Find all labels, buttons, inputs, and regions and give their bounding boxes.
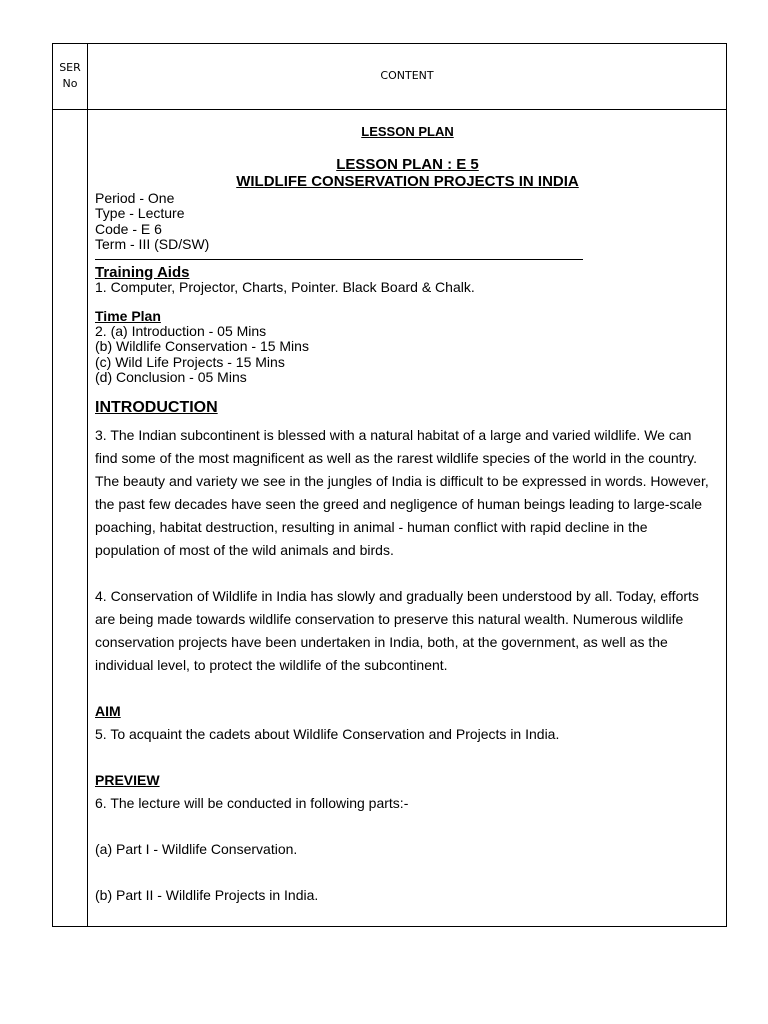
paragraph-line: 4. Conservation of Wildlife in India has slowly and gradually been understood by all. Today, efforts	[95, 587, 699, 604]
introduction-heading: INTRODUCTION	[95, 398, 218, 416]
paragraph-line: are being made towards wildlife conservation to preserve this natural wealth. Numerous wildlife	[95, 610, 684, 627]
ser-header-line2: No	[62, 77, 78, 90]
ser-no-header	[53, 60, 87, 92]
paragraph-line: population of most of the wild animals and birds.	[95, 541, 394, 558]
introduction-paragraph-2	[95, 585, 720, 677]
content-header: CONTENT	[380, 69, 434, 82]
spacer	[95, 815, 720, 838]
paragraph-line: individual level, to protect the wildlife of the subcontinent.	[95, 656, 448, 673]
spacer	[95, 861, 720, 884]
preview-intro: 6. The lecture will be conducted in following parts:-	[95, 794, 409, 811]
meta-period: Period - One	[95, 190, 175, 206]
time-plan-item: (c) Wild Life Projects - 15 Mins	[95, 353, 285, 370]
meta-type: Type - Lecture	[95, 205, 185, 222]
lesson-meta	[95, 191, 720, 253]
time-plan-list	[95, 324, 720, 386]
separator-line	[95, 259, 583, 260]
training-aids-text: 1. Computer, Projector, Charts, Pointer. Black Board & Chalk.	[95, 278, 475, 295]
document-title: LESSON PLAN : E 5	[336, 156, 479, 173]
meta-term: Term - III (SD/SW)	[95, 236, 210, 253]
lesson-plan-label: LESSON PLAN	[361, 124, 454, 139]
paragraph-line: 3. The Indian subcontinent is blessed with a natural habitat of a large and varied wildlife. We can	[95, 426, 692, 443]
document-subtitle: WILDLIFE CONSERVATION PROJECTS IN INDIA	[236, 173, 579, 190]
aim-heading: AIM	[95, 702, 121, 719]
paragraph-line: The beauty and variety we see in the jungles of India is difficult to be expressed in words. However,	[95, 472, 709, 489]
header-row-divider	[52, 109, 727, 110]
time-plan-item: 2. (a) Introduction - 05 Mins	[95, 323, 267, 340]
preview-part-1: (a) Part I - Wildlife Conservation.	[95, 840, 298, 857]
time-plan-item: (d) Conclusion - 05 Mins	[95, 369, 247, 386]
meta-code: Code - E 6	[95, 220, 162, 237]
time-plan-heading: Time Plan	[95, 308, 161, 325]
training-aids-heading: Training Aids	[95, 263, 190, 281]
paragraph-line: conservation projects have been undertaken in India, both, at the government, as well as the	[95, 633, 668, 650]
introduction-paragraph-1	[95, 424, 720, 562]
preview-part-2: (b) Part II - Wildlife Projects in India.	[95, 886, 319, 903]
paragraph-line: find some of the most magnificent as well as the rarest wildlife species of the world in the country.	[95, 449, 698, 466]
column-divider	[87, 43, 88, 927]
ser-header-line1: SER	[59, 61, 81, 74]
training-aids-section	[95, 280, 720, 295]
preview-heading: PREVIEW	[95, 771, 160, 788]
paragraph-line: the past few decades have seen the greed and negligence of human beings leading to large-scale	[95, 495, 703, 512]
aim-text: 5. To acquaint the cadets about Wildlife Conservation and Projects in India.	[95, 725, 560, 742]
time-plan-item: (b) Wildlife Conservation - 15 Mins	[95, 338, 309, 355]
content-cell	[95, 124, 720, 907]
paragraph-line: poaching, habitat destruction, resulting in animal - human conflict with rapid decline in the	[95, 518, 648, 535]
